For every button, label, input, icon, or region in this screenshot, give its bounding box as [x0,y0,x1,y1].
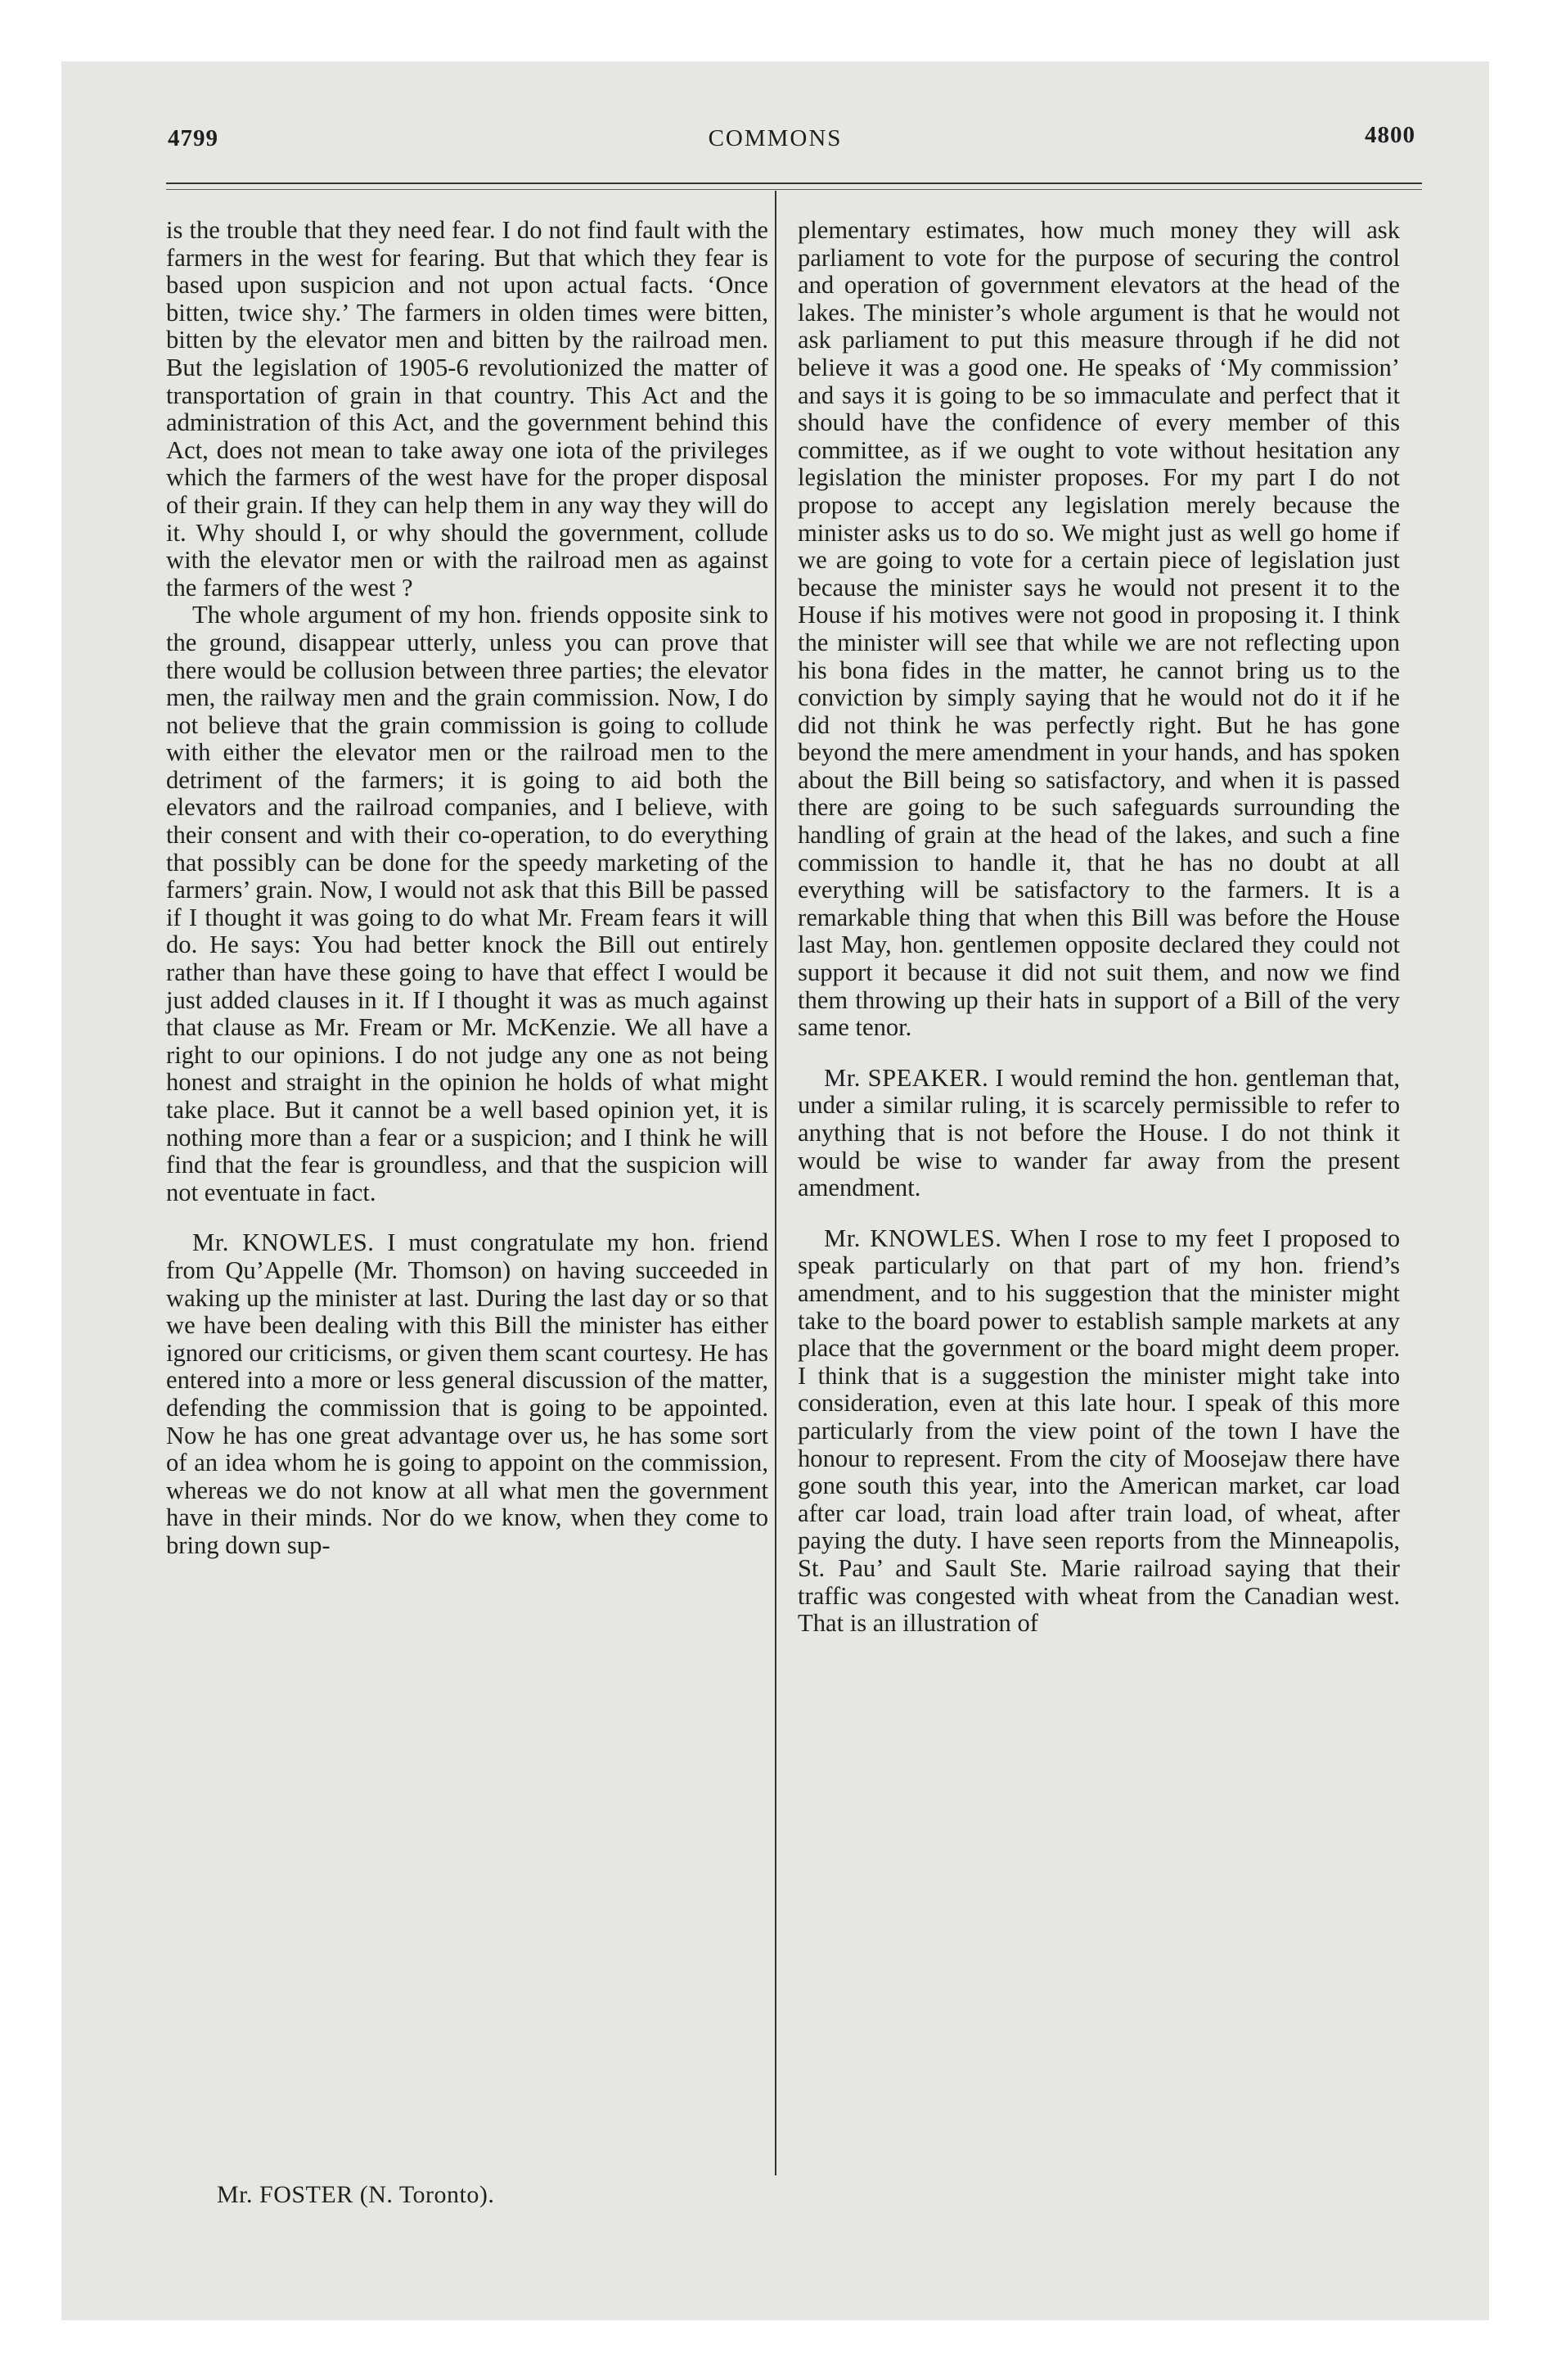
right-speech-knowles [798,1225,1400,1638]
scanned-page [61,61,1489,2320]
speaker-name: Mr. KNOWLES. [824,1224,1002,1252]
right-column [798,217,1400,1638]
speaker-name: Mr. KNOWLES. [192,1228,375,1257]
right-page-number: 4800 [1365,122,1415,148]
left-paragraph-2: The whole argument of my hon. friends opposite sink to the ground, disappear utterly, unless you can prove that there would be collusion between three parties; the elevator men, the railway men and the grain commission. Now, I do not believe that the grain commission is going to collude with either the elevator men or the railroad men to the detriment of the farmers; it is going to aid both the elevators and the railroad companies, and I believe, with their consent and with their co-operation, to do everything that possibly can be done for the speedy marketing of the farmers’ grain. Now, I would not ask that this Bill be passed if I thought it was going to do what Mr. Fream fears it will do. He says: You had better knock the Bill out entirely rather than have these going to have that effect I would be just added clauses in it. If I thought it was as much against that clause as Mr. Fream or Mr. McKenzie. We all have a right to our opinions. I do not judge any one as not being honest and straight in the opinion he holds of what might take place. But it cannot be a well based opinion yet, it is nothing more than a fear or a suspicion; and I think he will find that the fear is groundless, and that the suspicion will not eventuate in fact. [166,601,768,1206]
right-paragraph-1: plementary estimates, how much money they will ask parliament to vote for the purpose of securing the control and operation of government elevators at the head of the lakes. The minister’s whole argument is that he would not ask parliament to put this measure through if he did not believe it was a good one. He speaks of ‘My commission’ and says it is going to be so immaculate and perfect that it should have the confidence of every member of this committee, as if we ought to vote without hesitation any legislation the minister proposes. For my part I do not propose to accept any legislation merely because the minister asks us to do so. We might just as well go home if we are going to vote for a certain piece of legislation just because the minister says he would not present it to the House if his motives were not good in proposing it. I think the minister will see that while we are not reflecting upon his bona fides in the matter, he cannot bring us to the conviction by simply saying that he would not do it if he did not think he was perfectly right. But he has gone beyond the mere amendment in your hands, and has spoken about the Bill being so satisfactory, and when it is passed there are going to be such safeguards surrounding the handling of grain at the head of the lakes, and such a fine commission to handle it, that he has no doubt at all everything will be satisfactory to the farmers. It is a remarkable thing that when this Bill was before the House last May, hon. gentlemen opposite declared they could not support it because it did not suit them, and now we find them throwing up their hats in support of a Bill of the very same tenor. [798,216,1400,1042]
left-speech-knowles [166,1229,768,1559]
running-title: COMMONS [708,125,843,151]
header-rule [166,183,1422,184]
page-footer: Mr. FOSTER (N. Toronto). [217,2181,495,2208]
running-header [61,122,1489,166]
speech-text: I must congratulate my hon. friend from Qu’Appelle (Mr. Thomson) on having succeeded in waking up the minister at last. During the last day or so that we have been dealing with this Bill the minister has either ignored our criticisms, or given them scant courtesy. He has entered into a more or less general discussion of the matter, defending the commission that is going to be appointed. Now he has one great advantage over us, he has some sort of an idea whom he is going to appoint on the commission, whereas we do not know at all what men the government have in their minds. Nor do we know, when they come to bring down sup- [166,1228,768,1559]
left-page-number: 4799 [168,125,218,151]
left-paragraph-1: is the trouble that they need fear. I do not find fault with the farmers in the west for fearing. But that which they fear is based upon suspicion and not upon actual facts. ‘Once bitten, twice shy.’ The farmers in olden times were bitten, bitten by the elevator men and bitten by the railroad men. But the legislation of 1905-6 revolutionized the matter of transportation of grain in that country. This Act and the administration of this Act, and the government behind this Act, does not mean to take away one iota of the privileges which the farmers of the west have for the proper disposal of their grain. If they can help them in any way they will do it. Why should I, or why should the government, collude with the elevator men or with the railroad men as against the farmers of the west ? [166,216,768,602]
left-column [166,217,768,1560]
speech-text: I would remind the hon. gentleman that, under a similar ruling, it is scarcely permissible to refer to anything that is not before the House. I do not think it would be wise to wander far away from the present amendment. [798,1063,1400,1202]
header-rule-secondary [166,189,1422,190]
column-divider [775,191,776,2175]
right-speech-speaker [798,1065,1400,1202]
speaker-name: Mr. SPEAKER. [824,1063,989,1092]
speech-text: When I rose to my feet I proposed to speak particularly on that part of my hon. friend’s amendment, and to his suggestion that the minister might take to the board power to establish sample markets at any place that the government or the board might deem proper. I think that is a suggestion the minister might take into consideration, even at this late hour. I speak of this more particularly from the view point of the town I have the honour to represent. From the city of Moosejaw there have gone south this year, into the American market, car load after car load, train load after train load, of wheat, after paying the duty. I have seen reports from the Minneapolis, St. Pau’ and Sault Ste. Marie railroad saying that their traffic was congested with wheat from the Canadian west. That is an illustration of [798,1224,1401,1638]
